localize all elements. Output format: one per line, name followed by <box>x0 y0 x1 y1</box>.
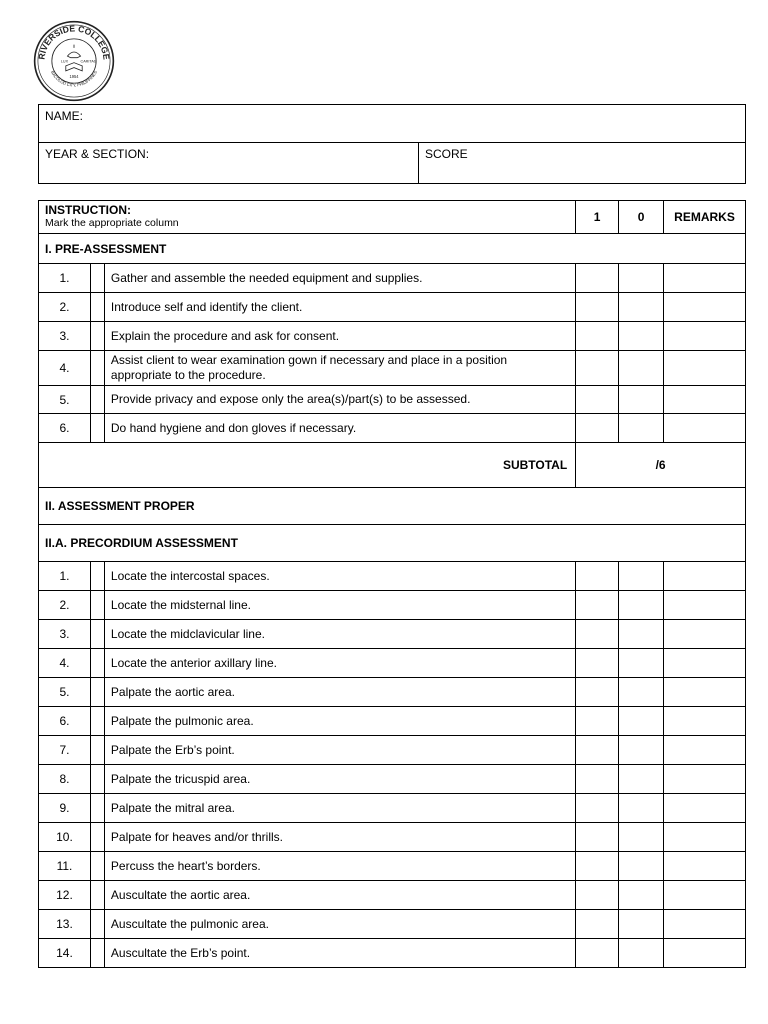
remarks-cell[interactable] <box>664 852 746 881</box>
remarks-cell[interactable] <box>664 562 746 591</box>
checklist-row <box>39 620 746 649</box>
check-box-cell[interactable] <box>90 707 104 736</box>
score-1-cell[interactable] <box>576 562 619 591</box>
remarks-cell[interactable] <box>664 910 746 939</box>
checklist-row <box>39 562 746 591</box>
checklist-row <box>39 414 746 443</box>
svg-text:LUX: LUX <box>60 59 69 64</box>
checklist-row <box>39 351 746 386</box>
score-1-cell[interactable] <box>576 823 619 852</box>
score-0-cell[interactable] <box>619 823 664 852</box>
score-0-cell[interactable] <box>619 910 664 939</box>
check-box-cell[interactable] <box>90 351 104 386</box>
score-1-cell[interactable] <box>576 736 619 765</box>
item-number: 9. <box>39 794 91 823</box>
check-box-cell[interactable] <box>90 293 104 322</box>
item-text: Gather and assemble the needed equipment and supplies. <box>104 264 575 293</box>
item-text: Do hand hygiene and don gloves if necessary. <box>104 414 575 443</box>
pre-assessment-items <box>39 264 746 443</box>
subtotal-label: SUBTOTAL <box>39 443 576 488</box>
pre-assessment-title: I. PRE-ASSESSMENT <box>39 234 746 264</box>
checklist-row <box>39 264 746 293</box>
year-section-label: YEAR & SECTION: <box>45 147 150 161</box>
check-box-cell[interactable] <box>90 322 104 351</box>
svg-text:1954: 1954 <box>69 74 79 80</box>
remarks-cell[interactable] <box>664 414 746 443</box>
remarks-cell[interactable] <box>664 293 746 322</box>
score-1-cell[interactable] <box>576 414 619 443</box>
checklist-row <box>39 910 746 939</box>
score-1-cell[interactable] <box>576 765 619 794</box>
check-box-cell[interactable] <box>90 881 104 910</box>
checklist-row <box>39 386 746 414</box>
check-box-cell[interactable] <box>90 591 104 620</box>
remarks-cell[interactable] <box>664 591 746 620</box>
year-section-field[interactable] <box>39 143 419 184</box>
item-text: Auscultate the Erb’s point. <box>104 939 575 968</box>
score-0-cell[interactable] <box>619 649 664 678</box>
checklist-row <box>39 823 746 852</box>
check-box-cell[interactable] <box>90 414 104 443</box>
score-1-cell[interactable] <box>576 293 619 322</box>
score-1-cell[interactable] <box>576 591 619 620</box>
score-0-cell[interactable] <box>619 562 664 591</box>
check-box-cell[interactable] <box>90 794 104 823</box>
score-1-cell[interactable] <box>576 649 619 678</box>
remarks-cell[interactable] <box>664 322 746 351</box>
score-0-cell[interactable] <box>619 881 664 910</box>
score-0-cell[interactable] <box>619 322 664 351</box>
item-text: Palpate for heaves and/or thrills. <box>104 823 575 852</box>
score-1-cell[interactable] <box>576 794 619 823</box>
item-number: 12. <box>39 881 91 910</box>
check-box-cell[interactable] <box>90 736 104 765</box>
college-seal-logo <box>33 20 115 102</box>
precordium-items <box>39 562 746 968</box>
item-number: 8. <box>39 765 91 794</box>
remarks-header: REMARKS <box>664 201 746 234</box>
item-number: 4. <box>39 649 91 678</box>
checklist-row <box>39 322 746 351</box>
score-0-cell[interactable] <box>619 852 664 881</box>
header-row <box>39 201 746 234</box>
score-0-cell[interactable] <box>619 264 664 293</box>
score-0-cell[interactable] <box>619 678 664 707</box>
score-0-cell[interactable] <box>619 794 664 823</box>
item-number: 2. <box>39 293 91 322</box>
item-text: Locate the midsternal line. <box>104 591 575 620</box>
checklist-row <box>39 794 746 823</box>
check-box-cell[interactable] <box>90 823 104 852</box>
score-0-cell[interactable] <box>619 293 664 322</box>
instruction-cell <box>39 201 576 234</box>
instruction-title: INSTRUCTION: <box>45 203 131 217</box>
remarks-cell[interactable] <box>664 823 746 852</box>
score-1-cell[interactable] <box>576 852 619 881</box>
item-number: 6. <box>39 707 91 736</box>
item-number: 4. <box>39 351 91 386</box>
subtotal-value: /6 <box>576 443 746 488</box>
item-text: Percuss the heart’s borders. <box>104 852 575 881</box>
check-box-cell[interactable] <box>90 910 104 939</box>
assessment-proper-title: II. ASSESSMENT PROPER <box>39 488 746 525</box>
item-number: 2. <box>39 591 91 620</box>
item-number: 6. <box>39 414 91 443</box>
score-0-cell[interactable] <box>619 351 664 386</box>
item-text: Locate the midclavicular line. <box>104 620 575 649</box>
svg-text:RIVERSIDE COLLEGE: RIVERSIDE COLLEGE <box>36 23 112 61</box>
remarks-cell[interactable] <box>664 649 746 678</box>
remarks-cell[interactable] <box>664 386 746 414</box>
item-number: 14. <box>39 939 91 968</box>
name-label: NAME: <box>45 109 84 123</box>
svg-text:BACOLOD CITY, PHILIPPINES: BACOLOD CITY, PHILIPPINES <box>49 69 99 88</box>
remarks-cell[interactable] <box>664 620 746 649</box>
score-1-cell[interactable] <box>576 351 619 386</box>
item-number: 3. <box>39 620 91 649</box>
checklist-row <box>39 939 746 968</box>
precordium-title: II.A. PRECORDIUM ASSESSMENT <box>39 525 746 562</box>
checklist-row <box>39 591 746 620</box>
score-0-cell[interactable] <box>619 707 664 736</box>
item-number: 10. <box>39 823 91 852</box>
score-1-cell[interactable] <box>576 678 619 707</box>
checklist-row <box>39 649 746 678</box>
check-box-cell[interactable] <box>90 939 104 968</box>
item-text: Palpate the Erb’s point. <box>104 736 575 765</box>
item-number: 7. <box>39 736 91 765</box>
score-0-cell[interactable] <box>619 765 664 794</box>
remarks-cell[interactable] <box>664 707 746 736</box>
score-0-cell[interactable] <box>619 591 664 620</box>
column-1-header: 1 <box>576 201 619 234</box>
checklist-row <box>39 881 746 910</box>
score-1-cell[interactable] <box>576 910 619 939</box>
checklist-row <box>39 736 746 765</box>
remarks-cell[interactable] <box>664 264 746 293</box>
score-0-cell[interactable] <box>619 414 664 443</box>
remarks-cell[interactable] <box>664 794 746 823</box>
score-1-cell[interactable] <box>576 881 619 910</box>
score-0-cell[interactable] <box>619 620 664 649</box>
name-field[interactable] <box>39 105 746 143</box>
score-0-cell[interactable] <box>619 736 664 765</box>
item-text: Introduce self and identify the client. <box>104 293 575 322</box>
checklist-row <box>39 293 746 322</box>
item-number: 5. <box>39 386 91 414</box>
remarks-cell[interactable] <box>664 678 746 707</box>
check-box-cell[interactable] <box>90 649 104 678</box>
check-box-cell[interactable] <box>90 852 104 881</box>
checklist-row <box>39 852 746 881</box>
item-text: Provide privacy and expose only the area(s)/part(s) to be assessed. <box>104 386 575 414</box>
checklist-row <box>39 707 746 736</box>
item-number: 1. <box>39 264 91 293</box>
score-0-cell[interactable] <box>619 386 664 414</box>
item-number: 13. <box>39 910 91 939</box>
score-0-cell[interactable] <box>619 939 664 968</box>
item-number: 11. <box>39 852 91 881</box>
score-1-cell[interactable] <box>576 322 619 351</box>
svg-text:CARITAS: CARITAS <box>80 59 97 64</box>
item-number: 3. <box>39 322 91 351</box>
item-text: Palpate the aortic area. <box>104 678 575 707</box>
item-number: 1. <box>39 562 91 591</box>
checklist-row <box>39 678 746 707</box>
score-1-cell[interactable] <box>576 264 619 293</box>
remarks-cell[interactable] <box>664 765 746 794</box>
item-text: Explain the procedure and ask for consent. <box>104 322 575 351</box>
instruction-text: Mark the appropriate column <box>45 217 179 229</box>
item-text: Assist client to wear examination gown if necessary and place in a position appropriate to the procedure. <box>104 351 575 386</box>
item-text: Auscultate the pulmonic area. <box>104 910 575 939</box>
item-text: Palpate the tricuspid area. <box>104 765 575 794</box>
check-box-cell[interactable] <box>90 620 104 649</box>
score-1-cell[interactable] <box>576 620 619 649</box>
check-box-cell[interactable] <box>90 765 104 794</box>
score-1-cell[interactable] <box>576 386 619 414</box>
column-0-header: 0 <box>619 201 664 234</box>
student-info-table <box>38 104 746 184</box>
remarks-cell[interactable] <box>664 351 746 386</box>
score-label: SCORE <box>425 147 468 161</box>
item-text: Auscultate the aortic area. <box>104 881 575 910</box>
item-text: Locate the anterior axillary line. <box>104 649 575 678</box>
subtotal-row <box>39 443 746 488</box>
section-row <box>39 488 746 525</box>
check-box-cell[interactable] <box>90 562 104 591</box>
checklist-table <box>38 200 746 968</box>
item-text: Locate the intercostal spaces. <box>104 562 575 591</box>
item-text: Palpate the pulmonic area. <box>104 707 575 736</box>
item-text: Palpate the mitral area. <box>104 794 575 823</box>
section-row <box>39 234 746 264</box>
score-1-cell[interactable] <box>576 939 619 968</box>
remarks-cell[interactable] <box>664 939 746 968</box>
check-box-cell[interactable] <box>90 264 104 293</box>
checklist-row <box>39 765 746 794</box>
remarks-cell[interactable] <box>664 736 746 765</box>
item-number: 5. <box>39 678 91 707</box>
check-box-cell[interactable] <box>90 386 104 414</box>
remarks-cell[interactable] <box>664 881 746 910</box>
check-box-cell[interactable] <box>90 678 104 707</box>
score-field[interactable] <box>419 143 746 184</box>
score-1-cell[interactable] <box>576 707 619 736</box>
section-row <box>39 525 746 562</box>
